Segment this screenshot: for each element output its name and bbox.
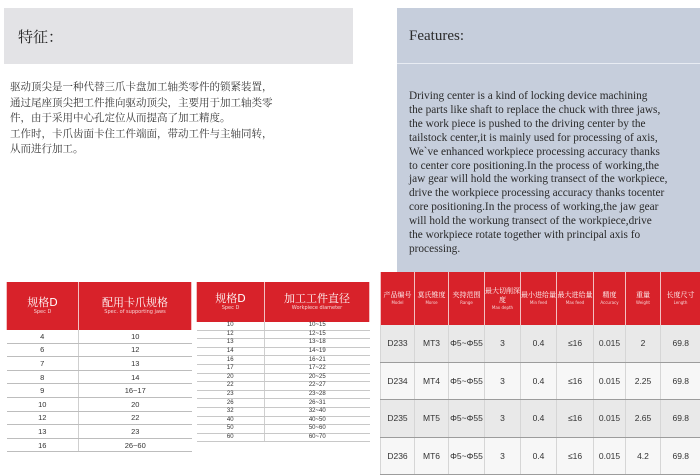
- table-row: [7, 425, 192, 439]
- table-header-cell: [79, 282, 192, 330]
- table-cell: 0.4: [521, 437, 557, 474]
- table-cell: 10~15: [265, 322, 370, 330]
- table-cell: 14: [79, 370, 192, 384]
- english-description-line: core positioning.In the process of working,the jaw gear: [409, 201, 697, 215]
- table-cell: 12~15: [265, 330, 370, 339]
- table-cell: 10: [79, 330, 192, 343]
- table-cell: 40~50: [265, 416, 370, 425]
- table-row: [7, 330, 192, 343]
- table-row: [197, 382, 370, 391]
- header-sub-text: Max feed: [557, 300, 593, 306]
- header-main-text: 莫氏锥度: [415, 291, 448, 300]
- table-cell: 3: [485, 437, 521, 474]
- table-row: [7, 438, 192, 452]
- header-sub-text: Spec D: [197, 305, 264, 312]
- table-cell: 0.4: [521, 362, 557, 400]
- table-row: [197, 433, 370, 442]
- header-sub-text: Length: [661, 300, 700, 306]
- table-row: [7, 384, 192, 398]
- workpiece-diameter-table: [196, 282, 370, 442]
- chinese-description: [10, 80, 340, 158]
- table-cell: 26~31: [265, 399, 370, 408]
- table-row: [381, 325, 700, 362]
- table-header-cell: [521, 272, 557, 325]
- table-cell: 32: [197, 407, 265, 416]
- table-cell: 20: [197, 373, 265, 382]
- header-sub-text: Spec. of supporting jaws: [79, 309, 191, 316]
- table-cell: 8: [7, 370, 79, 384]
- table-row: [381, 362, 700, 400]
- english-description-line: Driving center is a kind of locking device machining: [409, 90, 697, 104]
- header-main-text: 规格D: [7, 296, 78, 309]
- table-header-row: [197, 282, 370, 322]
- english-description: [409, 90, 697, 257]
- table-cell: 23~28: [265, 390, 370, 399]
- table-cell: 13: [7, 425, 79, 439]
- table-header-cell: [661, 272, 700, 325]
- table-header-cell: [626, 272, 661, 325]
- header-main-text: 最大切削深度: [485, 287, 520, 305]
- table-cell: 10: [197, 322, 265, 330]
- table-cell: 26: [197, 399, 265, 408]
- table-cell: Φ5~Φ55: [449, 437, 485, 474]
- table-header-cell: [265, 282, 370, 322]
- table-cell: 2: [626, 325, 661, 362]
- chinese-description-line: 通过尾座顶尖把工件推向驱动顶尖，主要用于加工轴类零: [10, 96, 340, 112]
- table-header-cell: [197, 282, 265, 322]
- english-description-line: the parts like shaft to replace the chuck with three jaws,: [409, 104, 697, 118]
- table-cell: MT6: [415, 437, 449, 474]
- table-row: [381, 437, 700, 474]
- table-cell: MT4: [415, 362, 449, 400]
- chinese-features-header: [4, 8, 353, 64]
- table-cell: 69.8: [661, 362, 700, 400]
- table-cell: 12: [79, 343, 192, 357]
- table-cell: 4.2: [626, 437, 661, 474]
- english-description-line: the workpiece rotate together with principal axis fo: [409, 229, 697, 243]
- table-header-cell: [557, 272, 594, 325]
- table-cell: 3: [485, 400, 521, 438]
- table-cell: 69.8: [661, 325, 700, 362]
- table-cell: 4: [7, 330, 79, 343]
- table-cell: 2.65: [626, 400, 661, 438]
- table-cell: 2.25: [626, 362, 661, 400]
- panel-divider: [397, 63, 700, 64]
- header-main-text: 长度尺寸: [661, 291, 700, 300]
- table-cell: 6: [7, 343, 79, 357]
- english-description-line: processing.: [409, 243, 697, 257]
- table-cell: 0.015: [594, 362, 626, 400]
- header-main-text: 规格D: [197, 292, 264, 305]
- table-cell: 50: [197, 425, 265, 434]
- table-cell: 0.015: [594, 437, 626, 474]
- table-header-row: [7, 282, 192, 330]
- table-row: [197, 399, 370, 408]
- header-main-text: 最小进给量: [521, 291, 556, 300]
- table-cell: 50~60: [265, 425, 370, 434]
- jaw-spec-body: [7, 330, 192, 452]
- table-cell: 3: [485, 362, 521, 400]
- table-cell: 14: [197, 347, 265, 356]
- table-cell: D233: [381, 325, 415, 362]
- table-row: [197, 425, 370, 434]
- table-cell: 16~17: [79, 384, 192, 398]
- header-sub-text: Accuracy: [594, 300, 625, 306]
- table-cell: 22: [79, 411, 192, 425]
- table-header-cell: [415, 272, 449, 325]
- chinese-description-line: 从而进行加工。: [10, 142, 340, 158]
- table-cell: 0.4: [521, 400, 557, 438]
- table-cell: Φ5~Φ55: [449, 325, 485, 362]
- table-cell: D236: [381, 437, 415, 474]
- table-cell: 0.4: [521, 325, 557, 362]
- table-cell: 9: [7, 384, 79, 398]
- header-sub-text: Range: [449, 300, 484, 306]
- table-cell: 23: [197, 390, 265, 399]
- table-header-row: [381, 272, 700, 325]
- header-main-text: 配用卡爪规格: [79, 296, 191, 309]
- table-row: [197, 347, 370, 356]
- table-cell: 10: [7, 397, 79, 411]
- table-cell: 23: [79, 425, 192, 439]
- table-cell: 14~19: [265, 347, 370, 356]
- product-spec-table: [380, 272, 700, 475]
- table-cell: 13~18: [265, 339, 370, 348]
- table-cell: 16: [197, 356, 265, 365]
- table-header-cell: [381, 272, 415, 325]
- table-cell: 13: [79, 357, 192, 371]
- table-cell: 22: [197, 382, 265, 391]
- english-description-line: tailstock center,it is mainly used for processing of axis,: [409, 132, 697, 146]
- table-cell: 20: [79, 397, 192, 411]
- table-cell: 3: [485, 325, 521, 362]
- header-sub-text: Workpiece diameter: [265, 305, 369, 312]
- table-cell: 69.8: [661, 400, 700, 438]
- table-cell: Φ5~Φ55: [449, 400, 485, 438]
- table-cell: D235: [381, 400, 415, 438]
- table-cell: ≤16: [557, 437, 594, 474]
- table-cell: 26~60: [79, 438, 192, 452]
- header-main-text: 精度: [594, 291, 625, 300]
- table-header-cell: [449, 272, 485, 325]
- english-description-line: to center core positioning.In the process of working,the: [409, 160, 697, 174]
- table-cell: 17~22: [265, 364, 370, 373]
- chinese-features-title: 特征：: [18, 26, 63, 47]
- table-cell: 0.015: [594, 325, 626, 362]
- table-cell: ≤16: [557, 400, 594, 438]
- table-row: [197, 322, 370, 330]
- header-main-text: 加工工件直径: [265, 292, 369, 305]
- table-row: [7, 411, 192, 425]
- chinese-description-line: 工作时，卡爪齿面卡住工件端面，带动工件与主轴同转，: [10, 127, 340, 143]
- table-cell: 22~27: [265, 382, 370, 391]
- header-main-text: 重量: [626, 291, 660, 300]
- table-cell: ≤16: [557, 325, 594, 362]
- table-cell: 69.8: [661, 437, 700, 474]
- table-row: [197, 373, 370, 382]
- table-cell: 32~40: [265, 407, 370, 416]
- table-row: [381, 400, 700, 438]
- english-description-line: will hold the workung transect of the workpiece,drive: [409, 215, 697, 229]
- table-row: [197, 364, 370, 373]
- english-features-panel: [397, 8, 700, 272]
- table-cell: 13: [197, 339, 265, 348]
- table-row: [197, 330, 370, 339]
- table-cell: Φ5~Φ55: [449, 362, 485, 400]
- header-main-text: 产品编号: [381, 291, 414, 300]
- table-cell: 0.015: [594, 400, 626, 438]
- english-description-line: drive the workpiece processing accuracy thanks tocenter: [409, 187, 697, 201]
- table-cell: 60~70: [265, 433, 370, 442]
- english-description-line: We`ve enhanced workpiece processing accuracy thanks: [409, 146, 697, 160]
- table-cell: 12: [197, 330, 265, 339]
- table-cell: 60: [197, 433, 265, 442]
- table-row: [7, 397, 192, 411]
- table-row: [197, 356, 370, 365]
- english-features-title: Features:: [409, 28, 464, 45]
- table-cell: 7: [7, 357, 79, 371]
- table-row: [197, 390, 370, 399]
- table-cell: 40: [197, 416, 265, 425]
- table-cell: 16: [7, 438, 79, 452]
- chinese-description-line: 驱动顶尖是一种代替三爪卡盘加工轴类零件的锁紧装置，: [10, 80, 340, 96]
- chinese-description-line: 件，由于采用中心孔定位从而提高了加工精度。: [10, 111, 340, 127]
- table-header-cell: [485, 272, 521, 325]
- header-sub-text: Model: [381, 300, 414, 306]
- header-sub-text: Morse: [415, 300, 448, 306]
- table-cell: 16~21: [265, 356, 370, 365]
- table-cell: MT3: [415, 325, 449, 362]
- table-header-cell: [594, 272, 626, 325]
- table-cell: 20~25: [265, 373, 370, 382]
- table-header-cell: [7, 282, 79, 330]
- table-row: [197, 339, 370, 348]
- table-row: [7, 357, 192, 371]
- table-row: [197, 416, 370, 425]
- table-cell: MT5: [415, 400, 449, 438]
- table-row: [7, 343, 192, 357]
- header-sub-text: Max depth: [485, 305, 520, 311]
- jaw-spec-table: [6, 282, 192, 452]
- table-row: [7, 370, 192, 384]
- header-sub-text: Weight: [626, 300, 660, 306]
- header-main-text: 最大进给量: [557, 291, 593, 300]
- table-cell: 12: [7, 411, 79, 425]
- header-main-text: 夹持范围: [449, 291, 484, 300]
- english-description-line: jaw gear will hold the working transect of the workpiece,: [409, 173, 697, 187]
- english-description-line: the work piece is pushed to the driving center by the: [409, 118, 697, 132]
- table-cell: ≤16: [557, 362, 594, 400]
- workpiece-diameter-body: [197, 322, 370, 442]
- table-row: [197, 407, 370, 416]
- table-cell: 17: [197, 364, 265, 373]
- header-sub-text: Min feed: [521, 300, 556, 306]
- table-cell: D234: [381, 362, 415, 400]
- header-sub-text: Spec D: [7, 309, 78, 316]
